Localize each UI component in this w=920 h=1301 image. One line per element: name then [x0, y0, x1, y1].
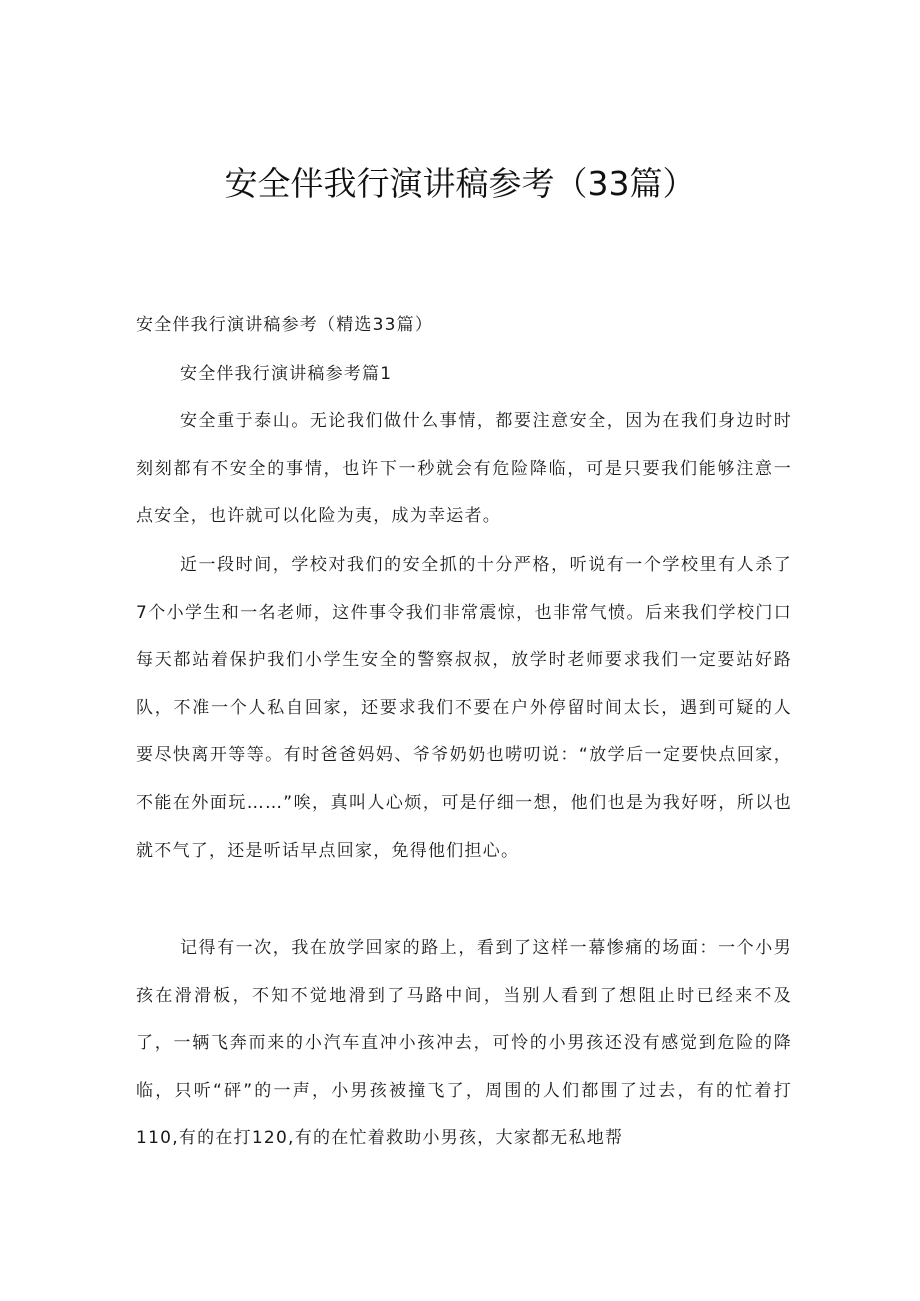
- document-subtitle: 安全伴我行演讲稿参考（精选33篇）: [136, 315, 434, 335]
- section-heading: 安全伴我行演讲稿参考篇1: [180, 364, 393, 384]
- body-paragraph-2: 近一段时间，学校对我们的安全抓的十分严格，听说有一个学校里有人杀了7个小学生和一名老师，这件事令我们非常震惊，也非常气愤。后来我们学校门口每天都站着保护我们小学生安全的警察叔叔，放学时老师要求我们一定要站好路队，不准一个人私自回家，还要求我们不要在户外停留时间太长，遇到可疑的人要尽快离开等等。有时爸爸妈妈、爷爷奶奶也唠叨说：“放学后一定要快点回家，不能在外面玩……”唉，真叫人心烦，可是仔细一想，他们也是为我好呀，所以也就不气了，还是听话早点回家，免得他们担心。: [136, 555, 792, 861]
- body-paragraph-1: 安全重于泰山。无论我们做什么事情，都要注意安全，因为在我们身边时时刻刻都有不安全的事情，也许下一秒就会有危险降临，可是只要我们能够注意一点安全，也许就可以化险为夷，成为幸运者。: [136, 411, 792, 527]
- document-title: 安全伴我行演讲稿参考（33篇）: [224, 164, 696, 203]
- body-paragraph-3: 记得有一次，我在放学回家的路上，看到了这样一幕惨痛的场面：一个小男孩在滑滑板，不知不觉地滑到了马路中间，当别人看到了想阻止时已经来不及了，一辆飞奔而来的小汽车直冲小孩冲去，可怜的小男孩还没有感觉到危险的降临，只听“砰”的一声，小男孩被撞飞了，周围的人们都围了过去，有的忙着打110,有的在打120,有的在忙着救助小男孩，大家都无私地帮: [136, 938, 792, 1149]
